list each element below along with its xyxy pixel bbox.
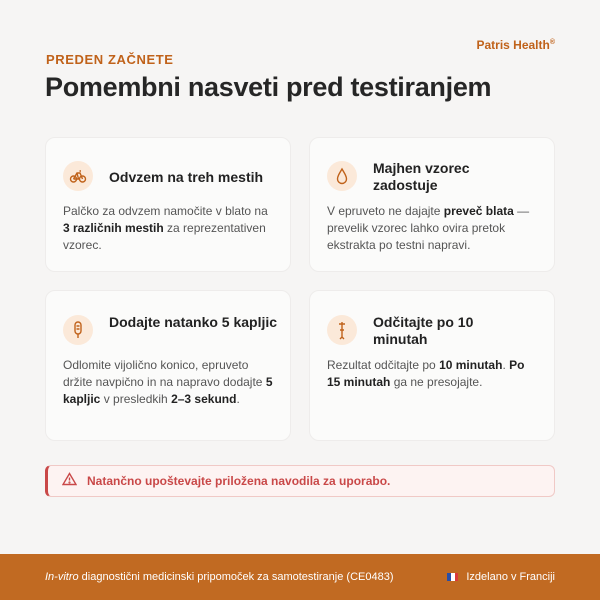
droplet-icon: [327, 161, 357, 191]
dropper-icon: [63, 315, 93, 345]
bicycle-icon: [63, 161, 93, 191]
warning-text: Natančno upoštevajte priložena navodila za uporabo.: [87, 474, 391, 488]
card-title: Odčitajte po 10 minutah: [373, 314, 474, 347]
page-title: Pomembni nasveti pred testiranjem: [45, 72, 492, 102]
tip-card-sampling: [45, 137, 291, 272]
tip-card-timing: [309, 290, 555, 441]
footer-disclaimer: In-vitro diagnostični medicinski pripomoček za samotestiranje (CE0483): [45, 571, 394, 583]
card-text: Rezultat odčitajte po 10 minutah. Po 15 minutah ga ne presojajte.: [327, 358, 525, 389]
card-text: Odlomite vijolično konico, epruveto držite navpično in na napravo dodajte 5 kapljic v presledkih 2–3 sekund.: [63, 358, 273, 406]
tip-card-sample-size: [309, 137, 555, 272]
france-flag-icon: [447, 573, 458, 581]
warning-triangle-icon: [62, 472, 77, 491]
card-title: Odvzem na treh mestih: [109, 169, 264, 185]
timer-icon: [327, 315, 357, 345]
card-title: Majhen vzorec zadostuje: [373, 160, 470, 193]
tip-card-drops: [45, 290, 291, 441]
footer-origin: Izdelano v Franciji: [447, 571, 555, 583]
card-text: V epruveto ne dajajte preveč blata — prevelik vzorec lahko ovira pretok ekstrakta po testni napravi.: [327, 204, 530, 252]
card-text: Palčko za odvzem namočite v blato na 3 različnih mestih za reprezentativen vzorec.: [63, 204, 268, 252]
footer: [0, 554, 600, 600]
card-title: Dodajte natanko 5 kapljic: [109, 314, 278, 330]
warning-banner: [45, 465, 555, 497]
eyebrow-label: PREDEN ZAČNETE: [46, 52, 174, 67]
brand-logo: Patris Health®: [476, 38, 555, 52]
